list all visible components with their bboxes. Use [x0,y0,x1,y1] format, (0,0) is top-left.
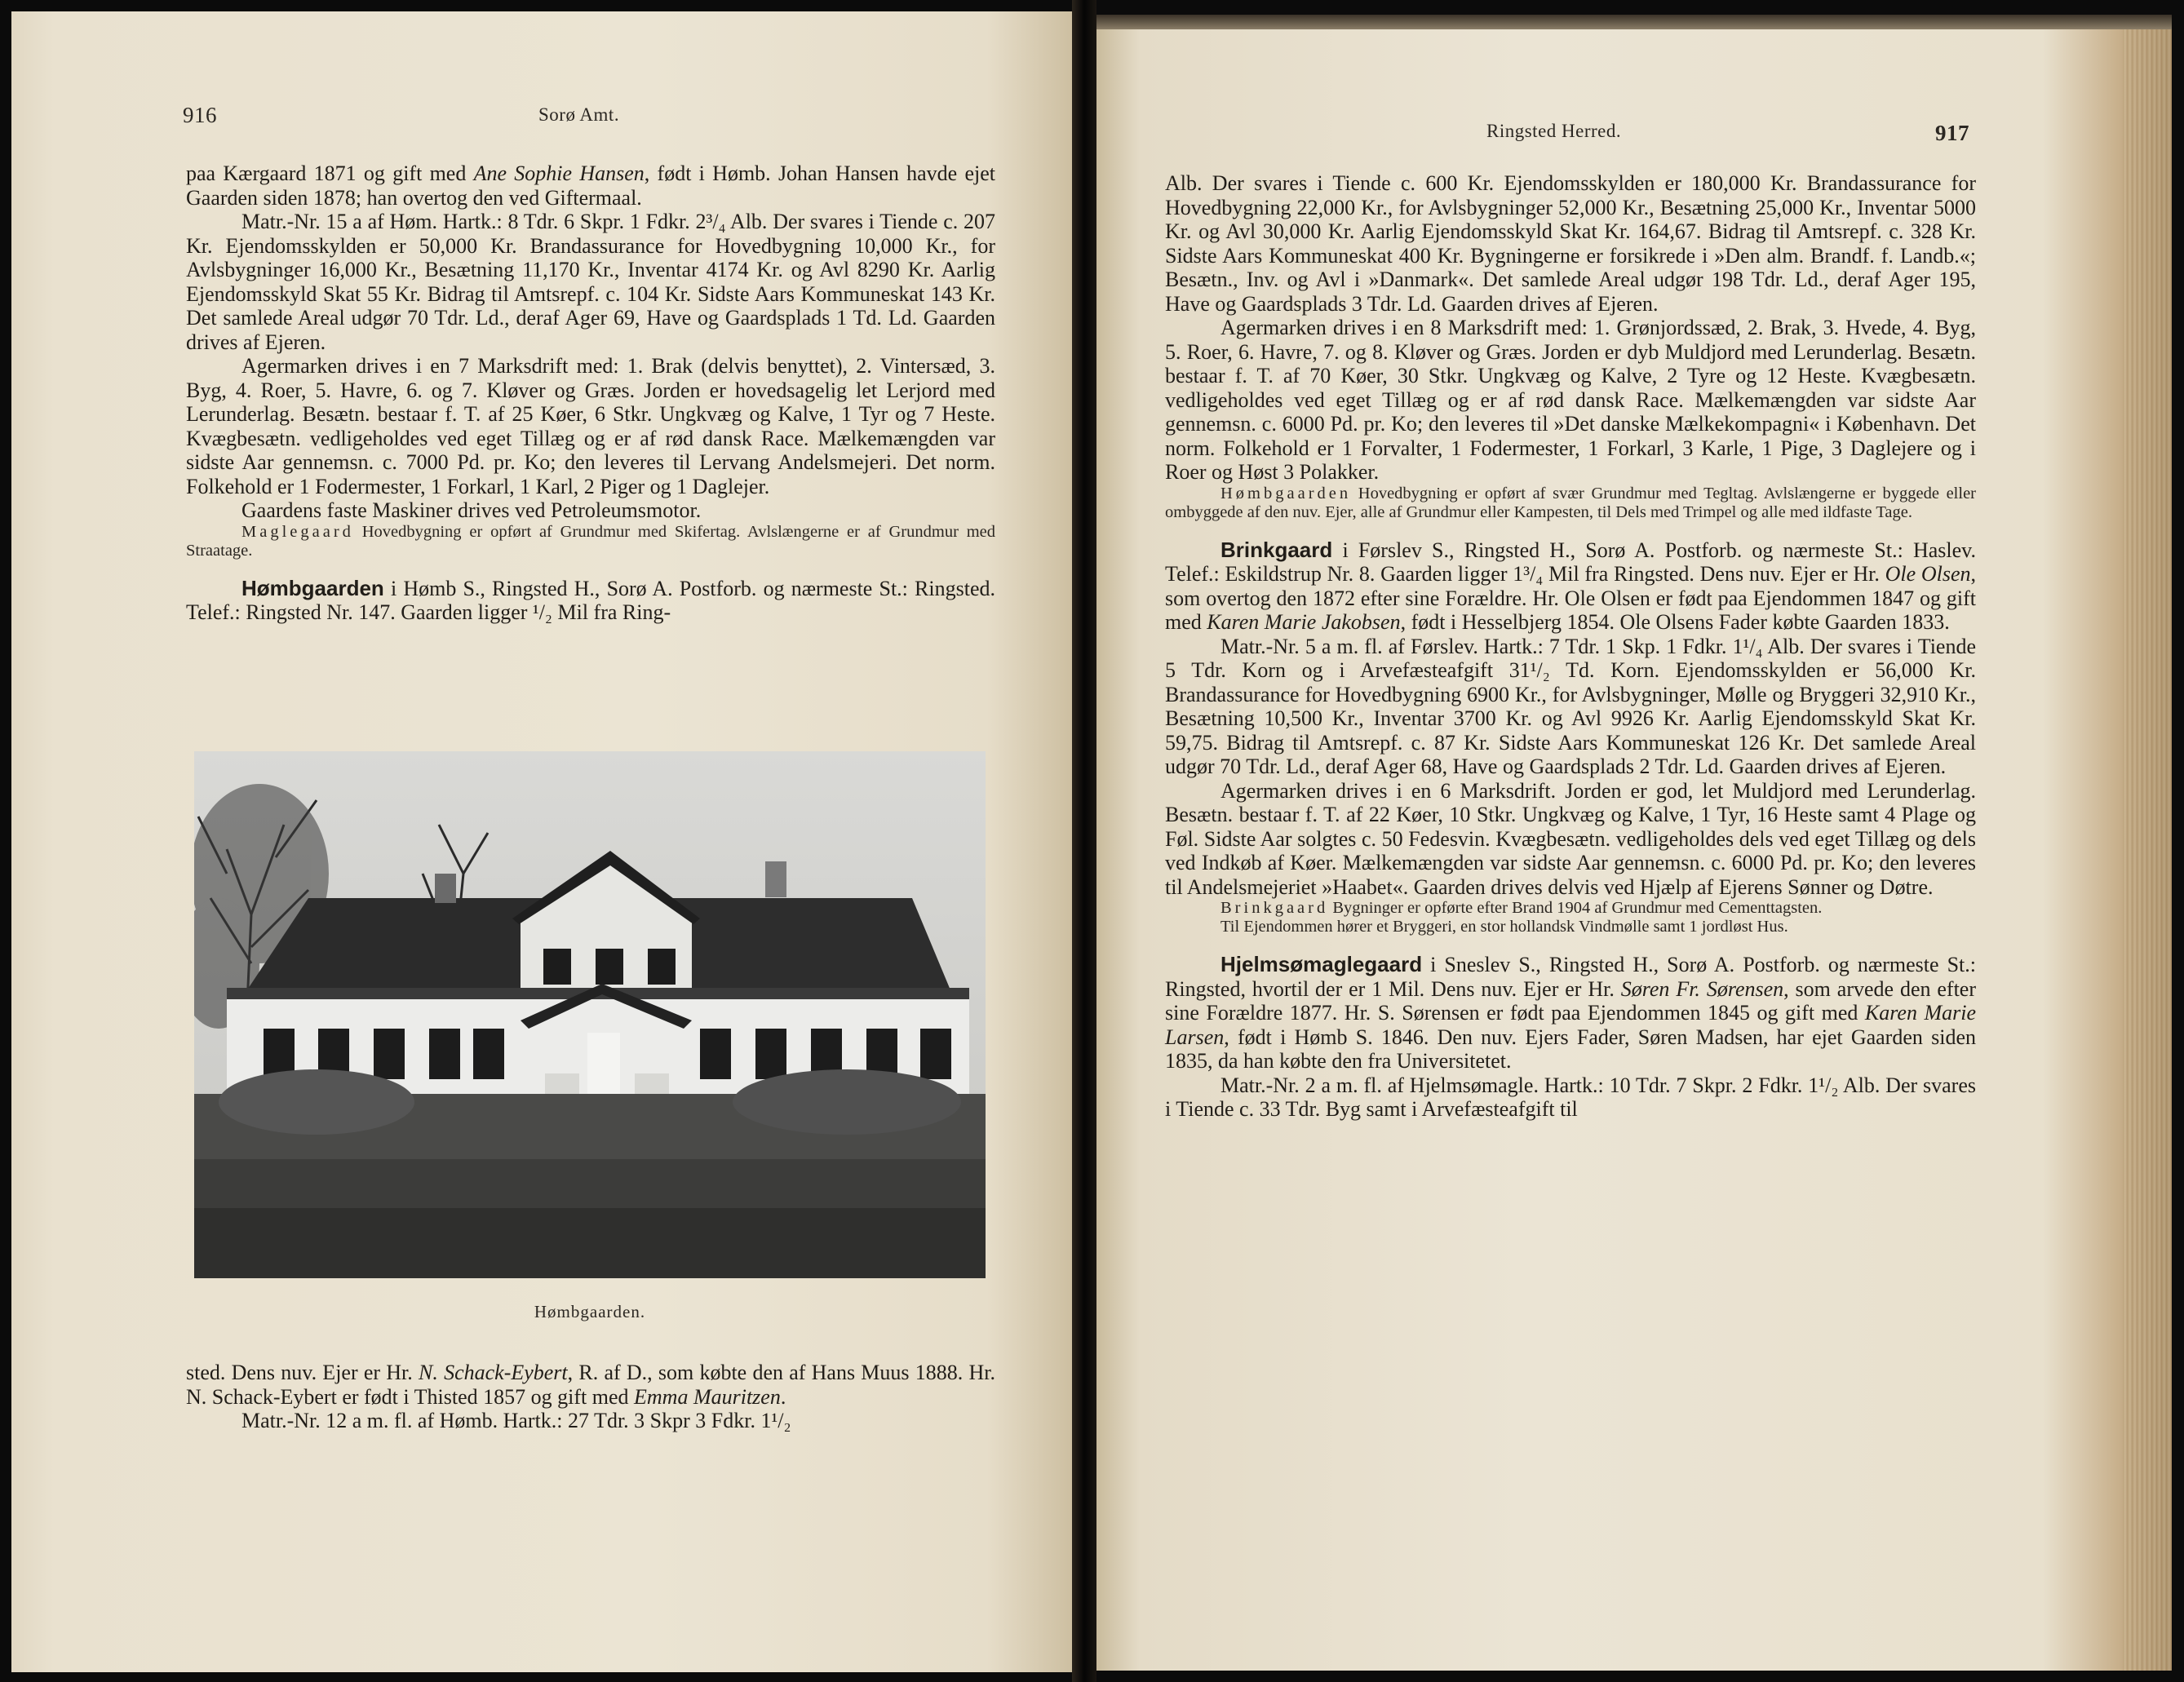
text-run: Gaardens faste Maskiner drives ved Petroleumsmotor. [241,498,702,522]
text-run: Matr.-Nr. 5 a m. fl. af Førslev. Hartk.: 7 Tdr. 1 Skp. 1 Fdkr. 1¹/₄ Alb. Der svares i Tiende 5 Tdr. Korn og i Arvefæsteafgift 31¹/₂ Td. Korn. Ejendomsskylden er 56,000 Kr. Brandassurance for Hovedbygning 6900 Kr., for Avlsbygninger, Mølle og Bryggeri 32,910 Kr., Besætning 10,500 Kr., Inventar 3700 Kr. og Avl 9926 Kr. Aarlig Ejendomsskyld Skat Kr. 59,75. Bidrag til Amtsrepf. c. 87 Kr. Sidste Aars Kommuneskat 126 Kr. Det samlede Areal udgør 70 Tdr. Ld., deraf Ager 68, Have og Gaardsplads 2 Tdr. Ld. Gaarden drives af Ejeren. [1165,634,1976,778]
paragraph [186,162,995,210]
text-run: , R. af D., som købte den af Hans Muus 1888. Hr. N. Schack-Eybert er født i Thisted 1857 og gift med [186,1361,995,1409]
paragraph [1165,171,1976,316]
spaced-estate-name: Maglegaard [241,522,354,541]
left-top-text [186,162,995,625]
section-gap [1165,936,1976,953]
building-note [1165,485,1976,522]
text-run: , som overtog den 1872 efter sine Forældre. Hr. Ole Olsen er født paa Ejendommen 1847 og gift med [1165,562,1976,634]
spaced-estate-name: Hømbgaarden [1220,484,1352,502]
text-run: Agermarken drives i en 6 Marksdrift. Jorden er god, let Muldjord med Lerunderlag. Besætn. bestaar f. T. af 22 Køer, 10 Stkr. Ungkvæg og Kalve, 1 Tyr, 16 Heste samt 4 Plage og Føl. Sidste Aar solgtes c. 50 Fedesvin. Kvægbesætn. vedligeholdes dels ved eget Tillæg og dels ved Indkøb af Køer. Mælkemængden var sidste Aar gennemsn. c. 6000 Pd. pr. Ko; den leveres til Andelsmejeriet »Haabet«. Gaarden drives delvis ved Hjælp af Ejerens Sønner og Døtre. [1165,778,1976,899]
building-note [1165,918,1976,936]
text-run: , født i Hesselbjerg 1854. Ole Olsens Fader købte Gaarden 1833. [1400,610,1950,634]
text-run: Søren Fr. Sørensen [1620,976,1784,1001]
building-note [186,523,995,560]
estate-name: Brinkgaard [1220,537,1333,562]
text-run: , født i Hømb S. 1846. Den nuv. Ejers Fader, Søren Madsen, har ejet Gaarden siden 1835, da han købte den fra Universitetet. [1165,1025,1976,1073]
left-bottom-text [186,1361,995,1433]
section-gap [186,560,995,577]
text-run: Alb. Der svares i Tiende c. 600 Kr. Ejendomsskylden er 180,000 Kr. Brandassurance for Hovedbygning 22,000 Kr., for Avlsbygninger 52,000 Kr., Besætning 25,000 Kr., Inventar 5000 Kr. og Avl 30,000 Kr. Aarlig Ejendomsskyld Skat Kr. 164,67. Bidrag til Amtsrepf. c. 328 Kr. Sidste Aars Kommuneskat 400 Kr. Bygningerne er forsikrede i »Den alm. Brandf. f. Landb.«; Besætn., Inv. og Avl i »Danmark«. Det samlede Areal udgør 198 Tdr. Ld., deraf Ager 195, Have og Gaardsplads 3 Tdr. Ld. Gaarden drives af Ejeren. [1165,171,1976,316]
paragraph [1165,635,1976,779]
page-number-right: 917 [1935,121,1969,145]
paragraph [186,354,995,498]
paragraph [186,498,995,523]
manor-house-illustration [194,751,986,1278]
paragraph [1165,953,1976,1073]
text-run: Emma Mauritzen [634,1384,781,1409]
text-run: Hovedbygning er opført af svær Grundmur med Tegltag. Avlslængerne er byggede eller ombyggede af den nuv. Ejer, alle af Grundmur eller Kampesten, til Dels med Trimpel og alle med ildfaste Tage. [1165,484,1976,521]
text-run: i Hømb S., Ringsted H., Sorø A. Postforb. og nærmeste St.: Ringsted. Telef.: Ringsted Nr. 147. Gaarden ligger ¹/₂ Mil fra Ring- [186,576,995,624]
paragraph [1165,779,1976,900]
text-run: Matr.-Nr. 2 a m. fl. af Hjelmsømagle. Hartk.: 10 Tdr. 7 Skpr. 2 Fdkr. 1¹/₂ Alb. Der svares i Tiende c. 33 Tdr. Byg samt i Arvefæsteafgift til [1165,1073,1976,1121]
building-note [1165,899,1976,918]
right-text [1165,171,1976,1122]
text-run: Agermarken drives i en 8 Marksdrift med: 1. Grønjordssæd, 2. Brak, 3. Hvede, 4. Byg, 5. Roer, 6. Havre, 7. og 8. Kløver og Græs. Jorden er dyb Muldjord med Lerunderlag. Besætn. bestaar f. T. af 70 Køer, 30 Stkr. Ungkvæg og Kalve, 2 Tyre og 12 Heste. Kvægbesætn. vedligeholdes ved eget Tillæg og er af rød dansk Race. Mælkemængden var sidste Aar gennemsn. c. 6000 Pd. pr. Ko; den leveres til »Det danske Mælkekompagni« i København. Det norm. Folkehold er 1 Forvalter, 1 Fodermester, 1 Forkarl, 3 Karle, 1 Pige, 3 Daglejere og i Roer og Høst 3 Polakker. [1165,316,1976,484]
photo-caption: Hømbgaarden. [534,1302,646,1321]
book-gutter [1072,0,1096,1682]
text-run: paa Kærgaard 1871 og gift med [186,162,474,185]
text-run: i Førslev S., Ringsted H., Sorø A. Postforb. og nærmeste St.: Haslev. Telef.: Eskildstrup Nr. 8. Gaarden ligger 1³/₄ Mil fra Ringsted. Dens nuv. Ejer er Hr. [1165,538,1976,586]
text-run: Matr.-Nr. 12 a m. fl. af Hømb. Hartk.: 27 Tdr. 3 Skpr 3 Fdkr. 1¹/₂ [241,1409,791,1432]
page-edges [2123,15,2172,1671]
text-run: Bygninger er opførte efter Brand 1904 af Grundmur med Cementtagsten. [1328,899,1823,917]
paragraph [1165,1073,1976,1122]
text-run: i Sneslev S., Ringsted H., Sorø A. Postforb. og nærmeste St.: Ringsted, hvortil der er 1 Mil. Dens nuv. Ejer er Hr. [1165,953,1976,1001]
text-run: Karen Marie Jakobsen [1207,610,1401,634]
text-run: Karen Marie Larsen [1165,1001,1976,1049]
running-head-right: Ringsted Herred. [1486,121,1622,141]
paragraph [1165,316,1976,485]
paragraph [186,1409,995,1433]
estate-name: Hømbgaarden [241,575,384,600]
text-run: Ole Olsen [1885,562,1971,586]
paragraph [186,210,995,354]
text-run: sted. Dens nuv. Ejer er Hr. [186,1361,419,1384]
text-run: Matr.-Nr. 15 a af Høm. Hartk.: 8 Tdr. 6 Skpr. 1 Fdkr. 2³/₄ Alb. Der svares i Tiende c. 207 Kr. Ejendomsskylden er 50,000 Kr. Brandassurance for Hovedbygning 10,000 Kr., for Avlsbygninger 16,000 Kr., Besætning 11,170 Kr., Inventar 4174 Kr. og Avl 8290 Kr. Aarlig Ejendomsskyld Skat 55 Kr. Bidrag til Amtsrepf. c. 104 Kr. Sidste Aars Kommuneskat 143 Kr. Det samlede Areal udgør 70 Tdr. Ld., deraf Ager 69, Have og Gaardsplads 1 Td. Ld. Gaarden drives af Ejeren. [186,210,995,354]
text-run: Agermarken drives i en 7 Marksdrift med: 1. Brak (delvis benyttet), 2. Vintersæd, 3. Byg, 4. Roer, 5. Havre, 6. og 7. Kløver og Græs. Jorden er hovedsagelig let Lerjord med Lerunderlag. Besætn. bestaar f. T. af 25 Køer, 6 Stkr. Ungkvæg og Kalve, 1 Tyr og 7 Heste. Kvægbesætn. vedligeholdes ved eget Tillæg og er af rød dansk Race. Mælkemængden var sidste Aar gennemsn. c. 7000 Pd. pr. Ko; den leveres til Lervang Andelsmejeri. Det norm. Folkehold er 1 Fodermester, 1 Forkarl, 1 Karl, 2 Piger og 1 Daglejer. [186,354,995,498]
text-run: . [780,1384,786,1409]
text-run: , født i Hømb. Johan Hansen havde ejet Gaarden siden 1878; han overtog den ved Giftermaal. [186,162,995,210]
text-run: Til Ejendommen hører et Bryggeri, en stor hollandsk Vindmølle samt 1 jordløst Hus. [1220,918,1788,936]
paragraph [186,1361,995,1409]
running-head-left: Sorø Amt. [538,104,620,125]
paragraph [1165,538,1976,635]
text-run: Ane Sophie Hansen [473,162,645,185]
right-page-top-shadow [1096,15,2172,29]
spaced-estate-name: Brinkgaard [1220,899,1329,917]
estate-name: Hjelmsømaglegaard [1220,952,1423,976]
manor-photo [194,751,986,1278]
text-run: , som arvede den efter sine Forældre 1877. Hr. S. Sørensen er født paa Ejendommen 1845 og gift med [1165,976,1976,1025]
text-run: Hovedbygning er opført af Grundmur med Skifertag. Avlslængerne er af Grundmur med Straatage. [186,522,995,560]
section-gap [1165,522,1976,538]
text-run: N. Schack-Eybert [419,1361,568,1384]
page-number-left: 916 [183,103,217,127]
paragraph [186,577,995,625]
